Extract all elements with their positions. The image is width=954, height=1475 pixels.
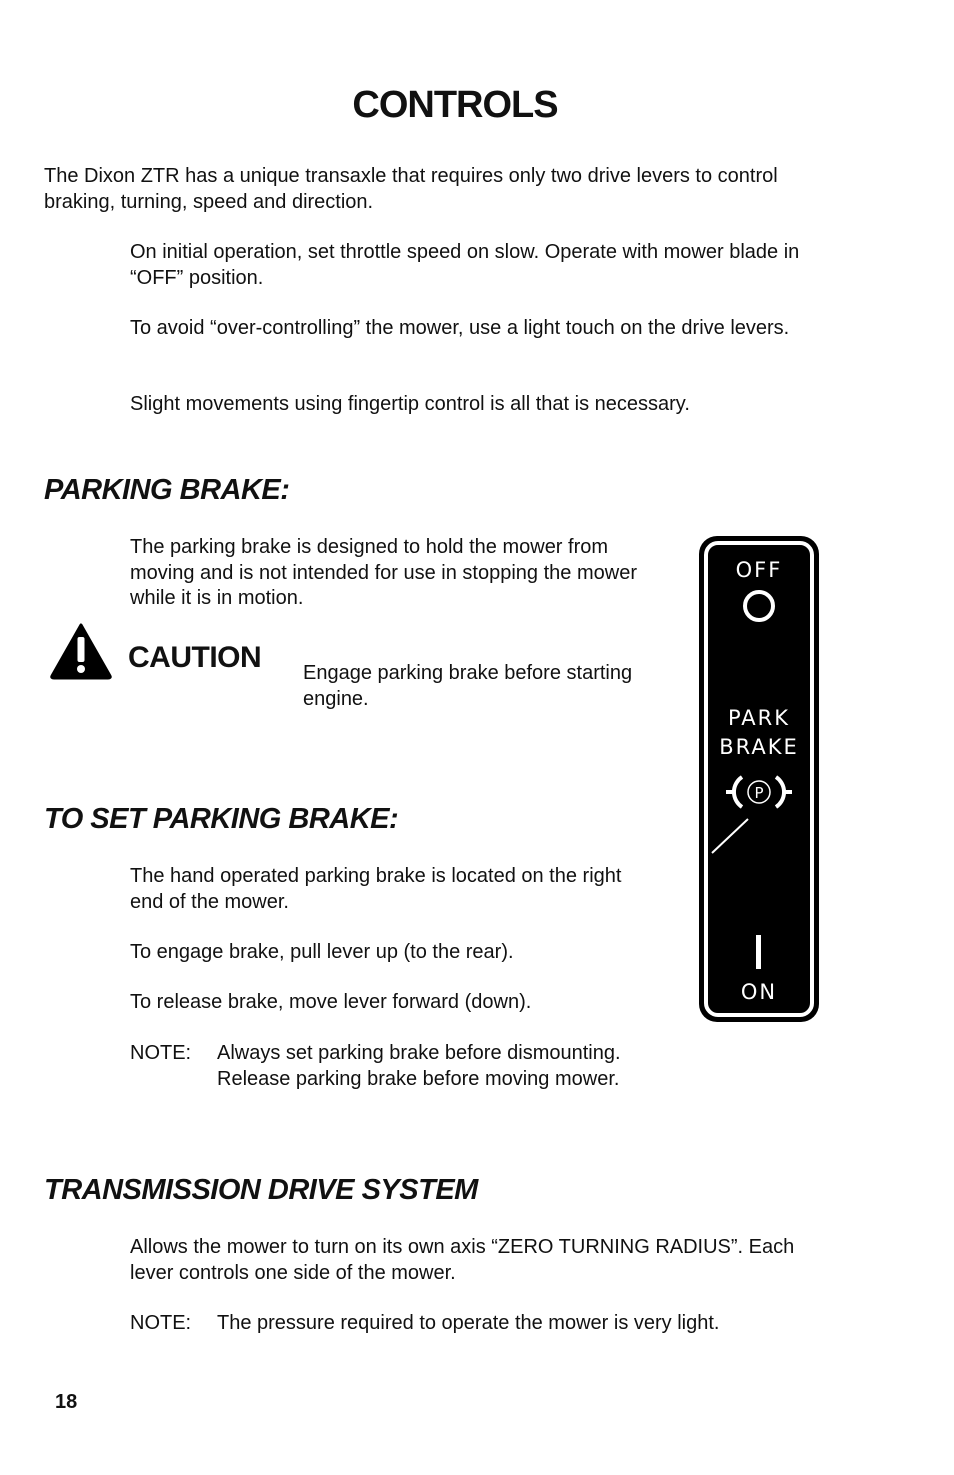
parking-brake-text: The parking brake is designed to hold the mower from moving and is not intended for use in stopping the mower while it is in motion. (130, 536, 637, 609)
intro-point-3: Slight movements using fingertip control is all that is necessary. (130, 393, 690, 415)
transmission-text: Allows the mower to turn on its own axis “ZERO TURNING RADIUS”. Each lever controls one side of the mower. (130, 1236, 795, 1284)
set-parking-brake-heading: TO SET PARKING BRAKE: (44, 803, 399, 835)
intro-point-1: On initial operation, set throttle speed on slow. Operate with mower blade in “OFF” position. (130, 241, 800, 289)
note-label: NOTE: (130, 1042, 192, 1064)
set-brake-point-3: To release brake, move lever forward (down). (130, 991, 532, 1013)
intro-point-2: To avoid “over-controlling” the mower, use a light touch on the drive levers. (130, 317, 790, 339)
intro-paragraph: The Dixon ZTR has a unique transaxle that requires only two drive levers to control braking, turning, speed and direction. (44, 165, 778, 213)
decal-off-label: OFF (735, 558, 783, 582)
caution-label: CAUTION (128, 641, 262, 674)
on-bar-icon (756, 935, 761, 969)
decal-park-label: PARK (727, 706, 791, 730)
decal-brake-label: BRAKE (719, 735, 799, 759)
note-text: Always set parking brake before dismounting. Release parking brake before moving mower. (217, 1042, 621, 1090)
page-number: 18 (55, 1391, 78, 1413)
parking-brake-decal (698, 535, 820, 1023)
brake-p-symbol: P (754, 784, 764, 802)
set-brake-point-1: The hand operated parking brake is located on the right end of the mower. (130, 865, 622, 913)
note-label: NOTE: (130, 1312, 192, 1334)
set-brake-point-2: To engage brake, pull lever up (to the rear). (130, 941, 514, 963)
parking-brake-heading: PARKING BRAKE: (44, 474, 290, 506)
decal-on-label: ON (740, 980, 778, 1004)
set-brake-note (130, 1041, 630, 1092)
warning-triangle-icon (49, 622, 113, 680)
page-title: CONTROLS (352, 84, 558, 126)
note-text: The pressure required to operate the mower is very light. (217, 1312, 720, 1334)
brake-symbol-icon (726, 777, 792, 807)
transmission-heading: TRANSMISSION DRIVE SYSTEM (44, 1174, 478, 1206)
caution-text: Engage parking brake before starting engine. (303, 662, 633, 710)
transmission-note (130, 1311, 830, 1337)
